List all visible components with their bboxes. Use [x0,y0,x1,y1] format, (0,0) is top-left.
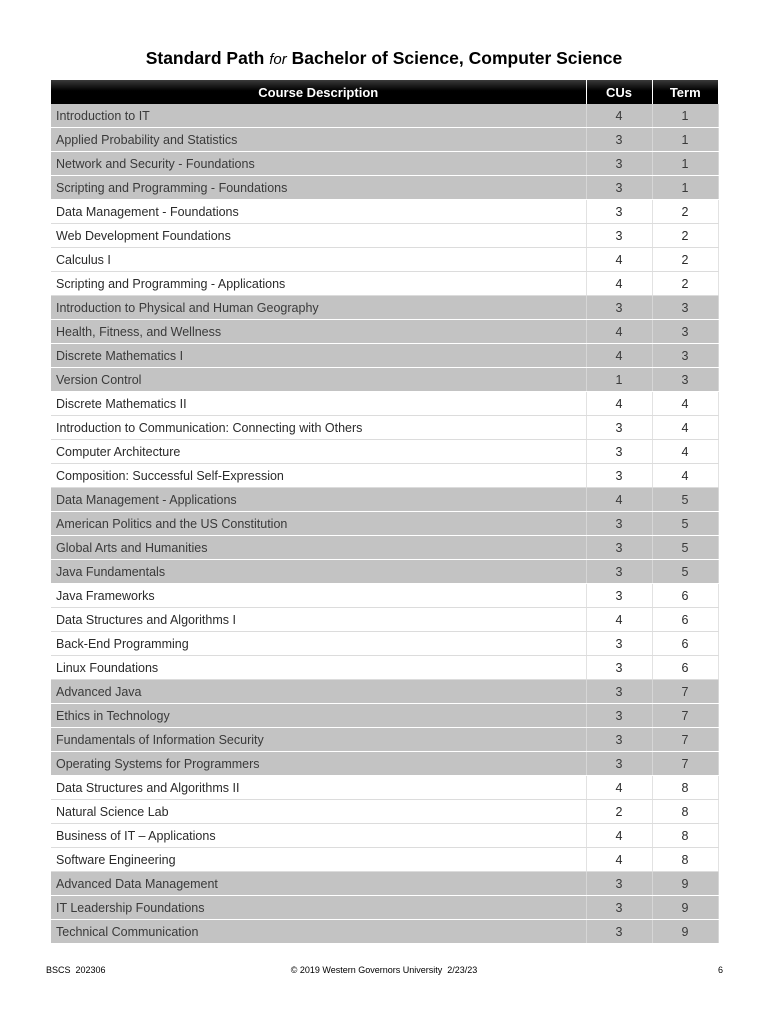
term-cell: 1 [652,176,718,200]
term-cell: 8 [652,824,718,848]
term-cell: 8 [652,800,718,824]
course-cell: Advanced Data Management [51,872,586,896]
term-cell: 3 [652,320,718,344]
cus-cell: 3 [586,680,652,704]
footer-page-number: 6 [717,965,723,975]
table-row [51,296,718,320]
course-cell: Calculus I [51,248,586,272]
course-cell: Data Structures and Algorithms I [51,608,586,632]
cus-cell: 2 [586,800,652,824]
table-row [51,680,718,704]
table-row [51,128,718,152]
course-cell: Advanced Java [51,680,586,704]
term-cell: 5 [652,512,718,536]
course-cell: Business of IT – Applications [51,824,586,848]
term-cell: 2 [652,248,718,272]
cus-cell: 3 [586,872,652,896]
cus-cell: 4 [586,776,652,800]
table-row [51,368,718,392]
cus-cell: 3 [586,224,652,248]
table-row [51,800,718,824]
term-cell: 1 [652,104,718,128]
course-cell: Discrete Mathematics II [51,392,586,416]
table-header-row [51,80,718,104]
cus-cell: 3 [586,440,652,464]
term-cell: 7 [652,752,718,776]
term-cell: 5 [652,560,718,584]
footer-copyright: © 2019 Western Governors University 2/23/23 [290,965,478,975]
table-body [51,104,718,944]
term-cell: 6 [652,584,718,608]
term-cell: 6 [652,608,718,632]
cus-cell: 4 [586,344,652,368]
term-cell: 7 [652,680,718,704]
title-part-3: Bachelor of Science, Computer Science [291,48,623,68]
course-cell: Computer Architecture [51,440,586,464]
table-row [51,776,718,800]
table-row [51,224,718,248]
course-cell: Introduction to Communication: Connecting with Others [51,416,586,440]
table-row [51,272,718,296]
table-row [51,896,718,920]
table-row [51,584,718,608]
cus-cell: 3 [586,584,652,608]
cus-cell: 3 [586,632,652,656]
cus-cell: 3 [586,656,652,680]
term-cell: 5 [652,488,718,512]
table-row [51,320,718,344]
page-title [0,48,768,69]
cus-cell: 3 [586,152,652,176]
cus-cell: 1 [586,368,652,392]
cus-cell: 4 [586,608,652,632]
course-cell: Introduction to IT [51,104,586,128]
table-row [51,104,718,128]
term-cell: 2 [652,200,718,224]
term-cell: 6 [652,656,718,680]
term-cell: 8 [652,848,718,872]
course-cell: Health, Fitness, and Wellness [51,320,586,344]
table-row [51,536,718,560]
table-row [51,440,718,464]
table-row [51,152,718,176]
term-cell: 2 [652,224,718,248]
table-row [51,752,718,776]
term-cell: 4 [652,392,718,416]
table-row [51,608,718,632]
header-term: Term [652,80,718,104]
cus-cell: 4 [586,104,652,128]
course-cell: Linux Foundations [51,656,586,680]
course-cell: Network and Security - Foundations [51,152,586,176]
term-cell: 3 [652,344,718,368]
table-row [51,560,718,584]
cus-cell: 4 [586,272,652,296]
term-cell: 2 [652,272,718,296]
table-row [51,176,718,200]
table-row [51,728,718,752]
header-cus: CUs [586,80,652,104]
course-cell: Software Engineering [51,848,586,872]
term-cell: 3 [652,368,718,392]
course-cell: Web Development Foundations [51,224,586,248]
cus-cell: 3 [586,752,652,776]
course-cell: American Politics and the US Constitution [51,512,586,536]
table-row [51,200,718,224]
table-row [51,920,718,944]
course-cell: Data Management - Applications [51,488,586,512]
cus-cell: 3 [586,416,652,440]
course-cell: Technical Communication [51,920,586,944]
cus-cell: 3 [586,128,652,152]
table-row [51,464,718,488]
table-row [51,632,718,656]
term-cell: 1 [652,152,718,176]
course-cell: Operating Systems for Programmers [51,752,586,776]
cus-cell: 3 [586,464,652,488]
course-cell: Data Structures and Algorithms II [51,776,586,800]
footer-program-code: BSCS 202306 [46,965,106,975]
course-cell: Scripting and Programming - Foundations [51,176,586,200]
course-cell: Natural Science Lab [51,800,586,824]
header-course-description: Course Description [51,80,586,104]
term-cell: 9 [652,896,718,920]
cus-cell: 3 [586,512,652,536]
cus-cell: 3 [586,200,652,224]
cus-cell: 3 [586,728,652,752]
course-cell: Back-End Programming [51,632,586,656]
course-cell: Scripting and Programming - Applications [51,272,586,296]
term-cell: 9 [652,872,718,896]
term-cell: 7 [652,728,718,752]
cus-cell: 3 [586,920,652,944]
term-cell: 9 [652,920,718,944]
course-cell: Java Frameworks [51,584,586,608]
term-cell: 4 [652,440,718,464]
term-cell: 5 [652,536,718,560]
table-row [51,392,718,416]
term-cell: 7 [652,704,718,728]
term-cell: 4 [652,416,718,440]
table-row [51,704,718,728]
course-cell: Ethics in Technology [51,704,586,728]
cus-cell: 4 [586,248,652,272]
course-cell: Version Control [51,368,586,392]
title-part-2: for [269,51,287,68]
course-cell: Fundamentals of Information Security [51,728,586,752]
course-cell: Java Fundamentals [51,560,586,584]
cus-cell: 3 [586,176,652,200]
title-part-1: Standard Path [145,48,265,68]
course-cell: Discrete Mathematics I [51,344,586,368]
cus-cell: 4 [586,488,652,512]
term-cell: 4 [652,464,718,488]
course-cell: Introduction to Physical and Human Geography [51,296,586,320]
cus-cell: 4 [586,824,652,848]
cus-cell: 4 [586,392,652,416]
table-row [51,248,718,272]
course-path-table [51,80,719,944]
course-cell: Composition: Successful Self-Expression [51,464,586,488]
course-cell: Data Management - Foundations [51,200,586,224]
cus-cell: 3 [586,560,652,584]
term-cell: 1 [652,128,718,152]
table-row [51,824,718,848]
course-cell: Applied Probability and Statistics [51,128,586,152]
cus-cell: 4 [586,320,652,344]
table-row [51,848,718,872]
cus-cell: 3 [586,896,652,920]
cus-cell: 3 [586,536,652,560]
cus-cell: 3 [586,296,652,320]
table-row [51,416,718,440]
course-cell: IT Leadership Foundations [51,896,586,920]
term-cell: 8 [652,776,718,800]
table-row [51,872,718,896]
term-cell: 3 [652,296,718,320]
table-row [51,656,718,680]
term-cell: 6 [652,632,718,656]
cus-cell: 4 [586,848,652,872]
course-cell: Global Arts and Humanities [51,536,586,560]
table-row [51,488,718,512]
cus-cell: 3 [586,704,652,728]
table-row [51,344,718,368]
table-row [51,512,718,536]
